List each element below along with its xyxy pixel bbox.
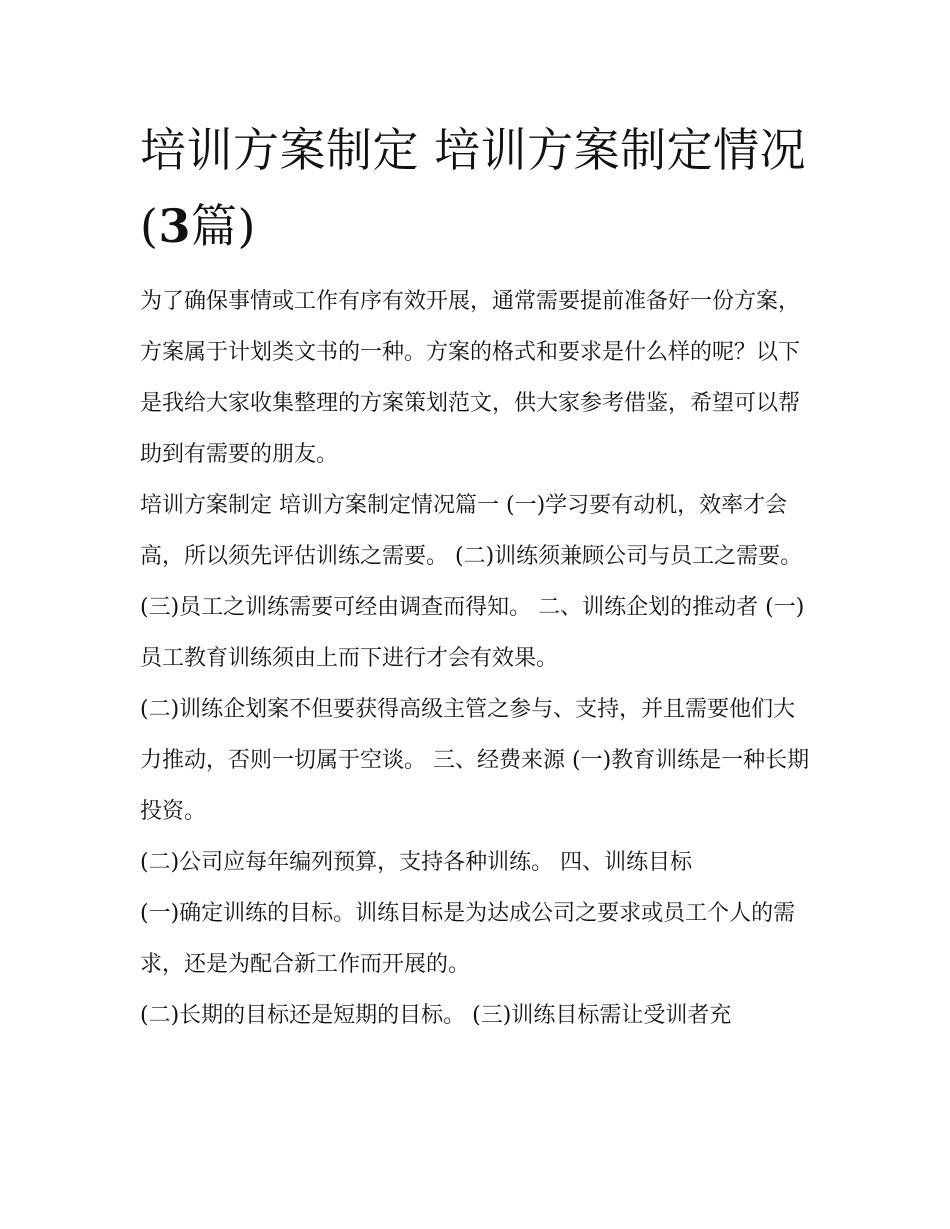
paragraph-3: (二)训练企划案不但要获得高级主管之参与、支持，并且需要他们大力推动，否则一切属于空谈。 三、经费来源 (一)教育训练是一种长期投资。	[140, 697, 810, 824]
document-title	[140, 112, 820, 264]
title-count: 3	[158, 199, 191, 253]
title-text-part2: 篇)	[190, 199, 256, 253]
paragraph-1: 培训方案制定 培训方案制定情况篇一 (一)学习要有动机，效率才会高，所以须先评估训练之需要。 (二)训练须兼顾公司与员工之需要。	[140, 493, 803, 569]
paragraph-2: (三)员工之训练需要可经由调查而得知。 二、训练企划的推动者 (一)员工教育训练须由上而下进行才会有效果。	[140, 595, 805, 671]
paragraph-6: (二)长期的目标还是短期的目标。 (三)训练目标需让受训者充	[140, 1003, 732, 1028]
title-text-part1: 培训方案制定 培训方案制定情况(	[140, 123, 807, 253]
paragraph-4: (二)公司应每年编列预算，支持各种训练。 四、训练目标	[140, 850, 693, 875]
paragraph-intro: 为了确保事情或工作有序有效开展，通常需要提前准备好一份方案，方案属于计划类文书的一种。方案的格式和要求是什么样的呢？以下是我给大家收集整理的方案策划范文，供大家参考借鉴，希望可以帮助到有需要的朋友。	[140, 289, 801, 467]
document-body	[140, 276, 812, 1041]
paragraph-5: (一)确定训练的目标。训练目标是为达成公司之要求或员工个人的需求，还是为配合新工作而开展的。	[140, 901, 796, 977]
